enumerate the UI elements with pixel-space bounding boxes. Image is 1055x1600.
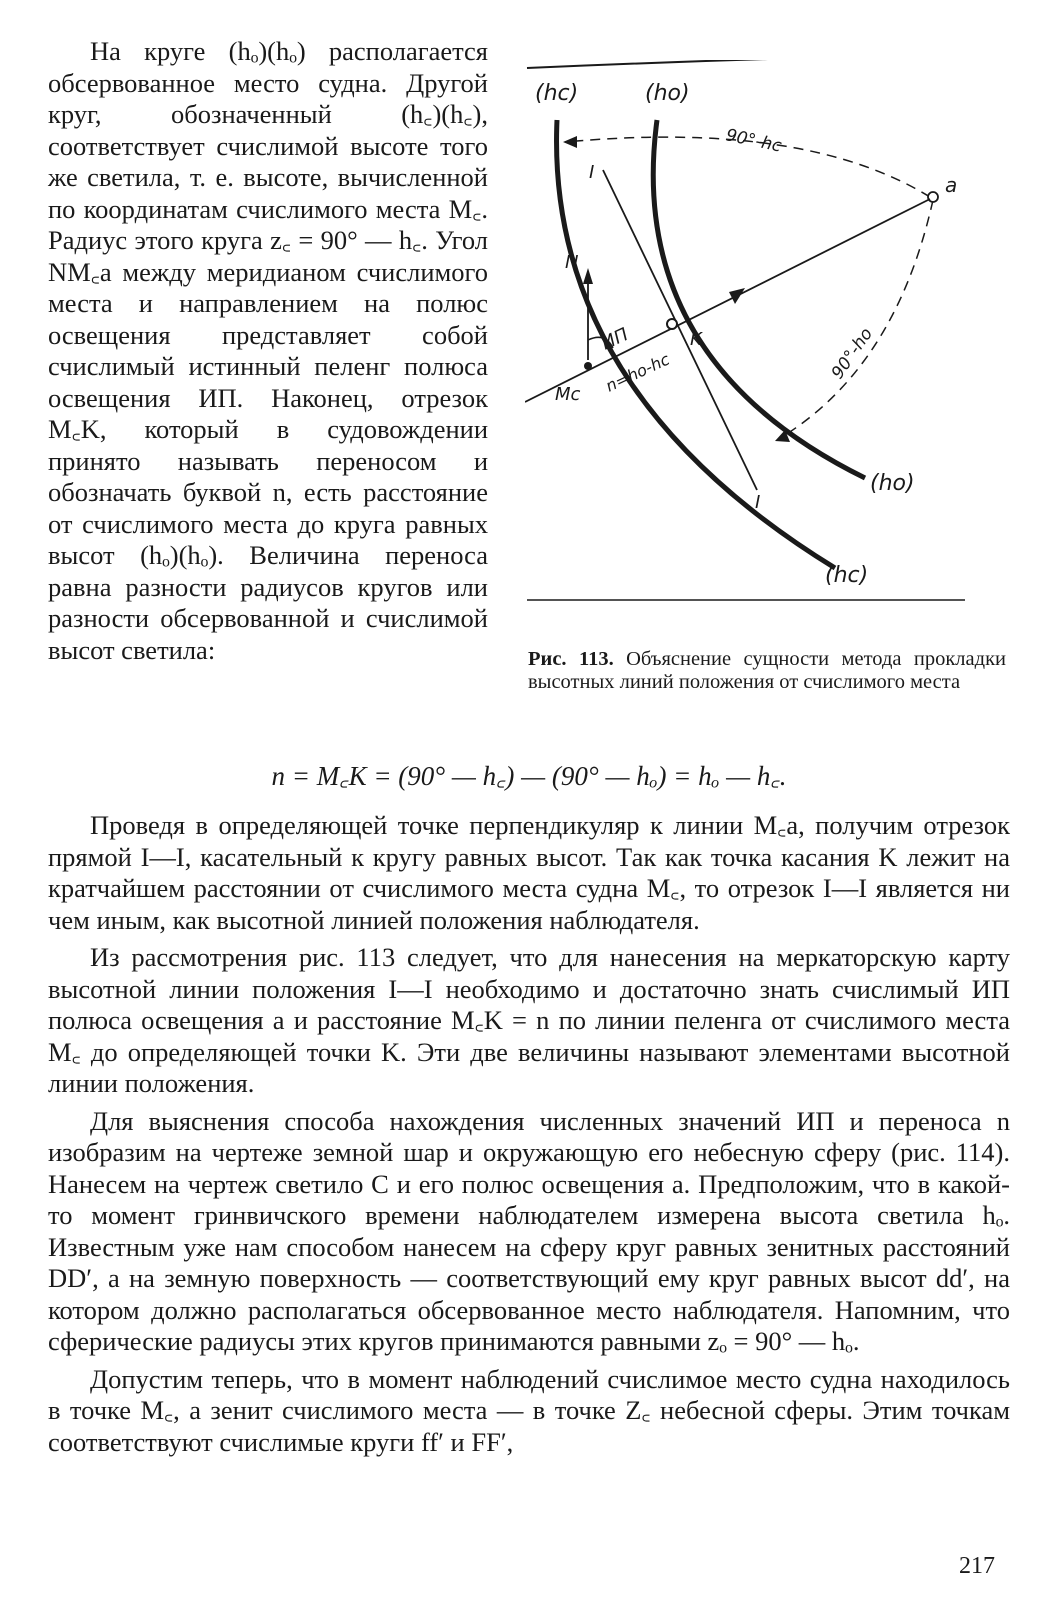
paragraph-1: Проведя в определяющей точке перпендикуляр к линии M꜀a, получим отрезок прямой I—I, касательный к кругу равных высот. Так как точка касания K лежит на кратчайшем расстоянии от счислимого места судна M꜀, то отрезок I—I является ни чем иным, как высотной линией положения наблюдателя. (48, 810, 1010, 935)
north-arrow-head (583, 268, 593, 284)
formula: n = M꜀K = (90° — h꜀) — (90° — hₒ) = hₒ — h꜀. (271, 761, 787, 791)
label-angle-right: 90°-ho (827, 324, 878, 383)
point-a (928, 192, 938, 202)
circle-ho-arc (653, 120, 865, 478)
figure-113 (525, 60, 990, 640)
caption-label: Рис. 113. (528, 648, 614, 670)
page-number: 217 (959, 1553, 995, 1579)
figure-caption (528, 648, 1006, 694)
paragraph-4: Допустим теперь, что в момент наблюдений счислимое место судна находилось в точке M꜀, а зенит счислимого места — в точке Z꜀ небесной сферы. Этим точкам соответствуют счислимые круги ff′ и FF′, (48, 1363, 1010, 1457)
arrow-90-hc (563, 136, 577, 148)
label-hc-bottom: (hc) (825, 563, 869, 588)
caption-text: Объяснение сущности метода прокладки высотных линий положения от счислимого места (528, 648, 1006, 693)
label-hc-top: (hc) (535, 81, 579, 106)
label-ip: ИП (598, 324, 632, 355)
left-text-column (48, 36, 488, 666)
point-mc (584, 362, 592, 370)
figure-113-drawing (525, 60, 990, 640)
paragraph-2: Из рассмотрения рис. 113 следует, что для нанесения на меркаторскую карту высотной линии положения I—I необходимо и достаточно знать счислимый ИП полюса освещения a и расстояние M꜀K = n по линии пеленга от счислимого места M꜀ до определяющей точки K. Эти две величины называют элементами высотной линии положения. (48, 942, 1010, 1098)
bearing-arrow (729, 288, 745, 304)
label-ho-bottom: (ho) (870, 471, 915, 496)
label-ho-top: (ho) (645, 81, 690, 106)
label-mc: Mc (555, 384, 581, 405)
paragraph-3: Для выяснения способа нахождения численных значений ИП и переноса n изобразим на чертеже земной шар и окружающую его небесную сферу (рис. 114). Нанесем на чертеж светило C и его полюс освещения a. Предположим, что в какой-то момент гринвичского времени наблюдателем измерена высота светила hₒ. Известным уже нам способом нанесем на сферу круг равных зенитных расстояний DD′, а на земную поверхность — соответствующий ему круг равных высот dd′, на котором должно располагаться обсервованное место наблюдателя. Напомним, что сферические радиусы этих кругов принимаются равными zₒ = 90° — hₒ. (48, 1105, 1010, 1356)
label-point-k: K (690, 329, 702, 350)
left-paragraph: На круге (hₒ)(hₒ) располагается обсервованное место судна. Другой круг, обозначенный (h꜀)(h꜀), соответствует счислимой высоте того же светила, т. е. высоте, вычисленной по координатам счислимого места M꜀. Радиус этого круга z꜀ = 90° — h꜀. Угол NM꜀a между меридианом счислимого места и направлением на полюс освещения представляет собой счислимый истинный пеленг полюса освещения ИП. Наконец, отрезок M꜀K, который в судовождении принято называть переносом и обозначать буквой n, есть расстояние от счислимого места до круга равных высот (hₒ)(hₒ). Величина переноса равна разности радиусов кругов или разности обсервованной и счислимой высот светила: (48, 36, 488, 665)
point-k (667, 319, 677, 329)
body-text (48, 810, 1010, 1464)
label-angle-top: 90°-hc (723, 125, 784, 157)
label-north: N (565, 252, 579, 273)
label-I-top: I (589, 162, 595, 183)
label-n-eq: n=ho-hc (602, 349, 673, 396)
label-point-a: a (945, 173, 958, 197)
figure-top-border (527, 60, 970, 68)
label-I-bottom: I (755, 492, 761, 513)
